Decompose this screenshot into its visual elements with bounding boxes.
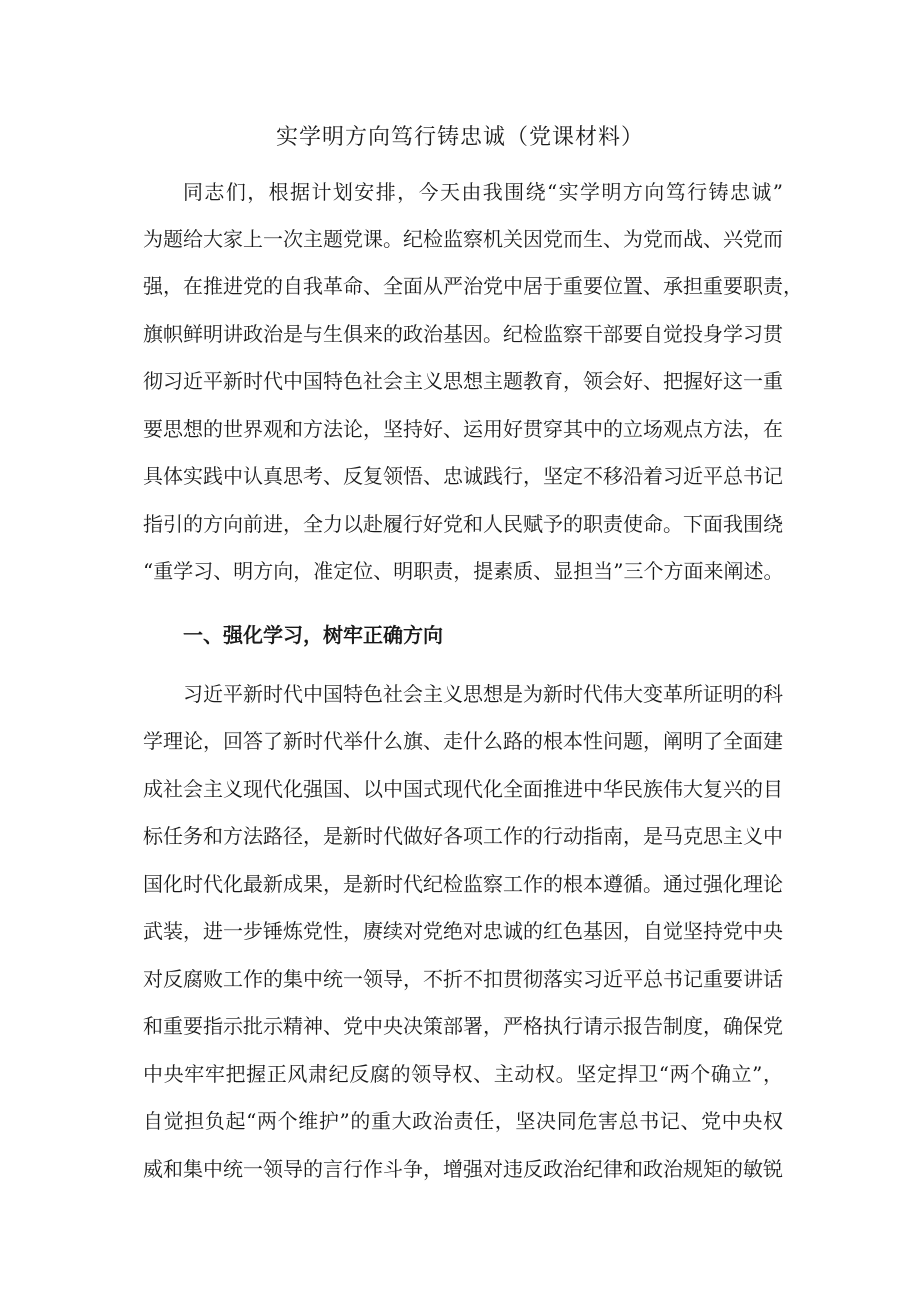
section-heading: 一、强化学习，树牢正确方向 xyxy=(183,623,443,647)
document-title: 实学明方向笃行铸忠诚（党课材料） xyxy=(275,125,644,150)
paragraph-line: 对反腐败工作的集中统一领导，不折不扣贯彻落实习近平总书记重要讲话 xyxy=(143,967,783,991)
paragraph-line: 武装，进一步锤炼党性，赓续对党绝对忠诚的红色基因，自觉坚持党中央 xyxy=(143,919,783,943)
paragraph-line: 具体实践中认真思考、反复领悟、忠诚践行，坚定不移沿着习近平总书记 xyxy=(143,464,783,488)
paragraph-line: 强，在推进党的自我革命、全面从严治党中居于重要位置、承担重要职责， xyxy=(143,274,803,298)
paragraph-line: 和重要指示批示精神、党中央决策部署，严格执行请示报告制度，确保党 xyxy=(143,1014,783,1038)
paragraph-line: 指引的方向前进，全力以赴履行好党和人民赋予的职责使命。下面我围绕 xyxy=(143,512,783,536)
paragraph-line: 同志们，根据计划安排，今天由我围绕“实学明方向笃行铸忠诚” xyxy=(183,180,783,204)
paragraph-line: 威和集中统一领导的言行作斗争，增强对违反政治纪律和政治规矩的敏锐 xyxy=(143,1157,783,1181)
paragraph-line: 国化时代化最新成果，是新时代纪检监察工作的根本遵循。通过强化理论 xyxy=(143,872,783,896)
paragraph-line: 彻习近平新时代中国特色社会主义思想主题教育，领会好、把握好这一重 xyxy=(143,369,783,393)
paragraph-line: 中央牢牢把握正风肃纪反腐的领导权、主动权。坚定捍卫“两个确立”， xyxy=(143,1062,783,1086)
paragraph-line: 自觉担负起“两个维护”的重大政治责任，坚决同危害总书记、党中央权 xyxy=(143,1109,783,1133)
paragraph-line: 成社会主义现代化强国、以中国式现代化全面推进中华民族伟大复兴的目 xyxy=(143,777,783,801)
paragraph-line: 学理论，回答了新时代举什么旗、走什么路的根本性问题，阐明了全面建 xyxy=(143,729,783,753)
paragraph-line: 旗帜鲜明讲政治是与生俱来的政治基因。纪检监察干部要自觉投身学习贯 xyxy=(143,322,783,346)
paragraph-line: 为题给大家上一次主题党课。纪检监察机关因党而生、为党而战、兴党而 xyxy=(143,227,783,251)
paragraph-line: “重学习、明方向，准定位、明职责，提素质、显担当”三个方面来阐述。 xyxy=(143,559,784,583)
paragraph-line: 标任务和方法路径，是新时代做好各项工作的行动指南，是马克思主义中 xyxy=(143,824,783,848)
paragraph-line: 习近平新时代中国特色社会主义思想是为新时代伟大变革所证明的科 xyxy=(183,682,783,706)
paragraph-line: 要思想的世界观和方法论，坚持好、运用好贯穿其中的立场观点方法，在 xyxy=(143,417,783,441)
